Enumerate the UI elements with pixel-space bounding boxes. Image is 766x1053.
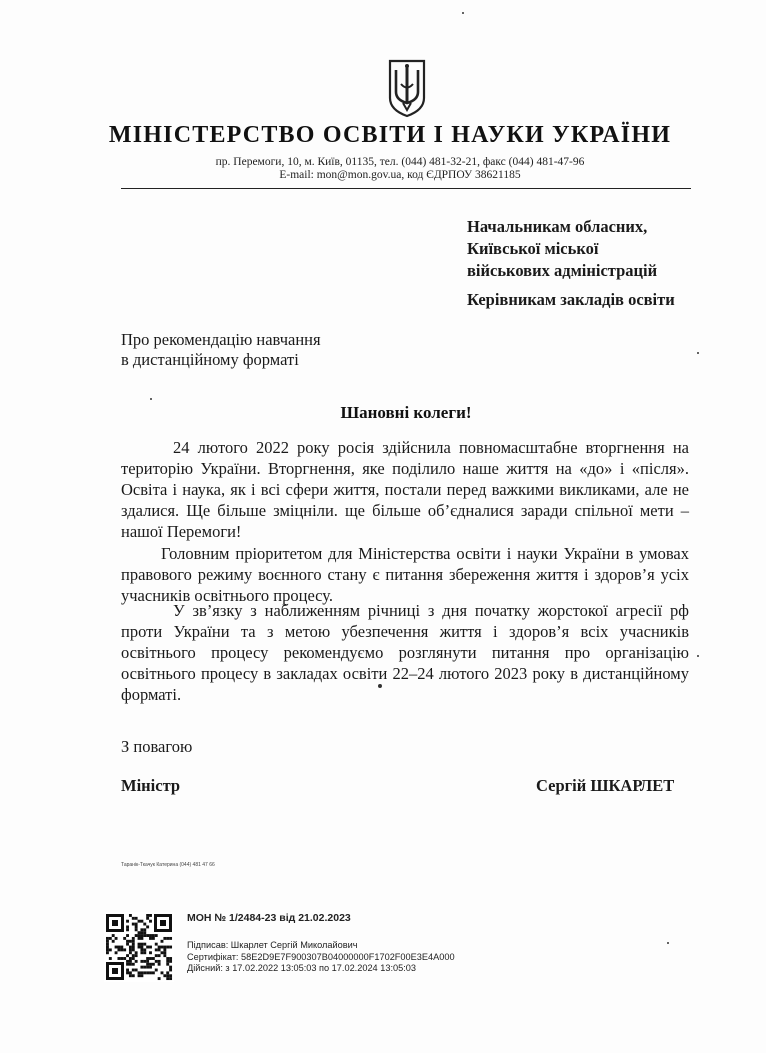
ministry-title: МІНІСТЕРСТВО ОСВІТИ І НАУКИ УКРАЇНИ — [108, 122, 672, 148]
closing-regards: З повагою — [121, 737, 193, 756]
ministry-address: пр. Перемоги, 10, м. Київ, 01135, тел. (044) 481-32-21, факс (044) 481-47-96 — [215, 156, 585, 168]
addressee-block — [467, 216, 657, 282]
signed-by: Підписав: Шкарлет Сергій Миколайович — [187, 940, 358, 950]
qr-code-icon — [104, 912, 174, 982]
scan-speck — [378, 684, 382, 688]
scan-speck — [697, 655, 699, 657]
addressee-second: Керівникам закладів освіти — [467, 290, 675, 309]
addressee-line: Київської міської — [467, 239, 599, 258]
registration-number: МОН № 1/2484-23 від 21.02.2023 — [187, 912, 351, 924]
header-divider — [121, 188, 691, 189]
ministry-email: E-mail: mon@mon.gov.ua, код ЄДРПОУ 38621185 — [279, 169, 521, 181]
scan-speck — [667, 942, 669, 944]
executor-note: Таранік-Ткачук Катерина (044) 481 47 66 — [121, 862, 215, 868]
signer-position: Міністр — [121, 776, 181, 795]
scan-speck — [150, 398, 152, 400]
scan-speck — [697, 352, 699, 354]
certificate-validity: Дійсний: з 17.02.2022 13:05:03 по 17.02.2024 13:05:03 — [187, 963, 416, 973]
trident-emblem-icon — [387, 58, 427, 118]
certificate: Сертифікат: 58E2D9E7F900307B04000000F1702F00E3E4A000 — [187, 951, 455, 962]
signer-name: Сергій ШКАРЛЕТ — [536, 776, 675, 795]
addressee-line: Начальникам обласних, — [467, 217, 648, 236]
greeting: Шановні колеги! — [340, 403, 472, 422]
subject-line: Про рекомендацію навчання — [121, 330, 321, 349]
subject-line: в дистанційному форматі — [121, 350, 299, 369]
letter-subject — [121, 330, 321, 370]
body-paragraph-1: 24 лютого 2022 року росія здійснила повномасштабне вторгнення на територію України. Вторгнення, яке поділило наше життя на «до» і «після». Освіта і наука, як і всі сфери життя, постали перед важкими викликами, але не здалися. Ще більше зміцніли. ще більше об’єдналися заради спільної мети – нашої Перемоги! — [121, 438, 689, 541]
body-paragraph-3: У зв’язку з наближенням річниці з дня початку жорстокої агресії рф проти України та з метою убезпечення життя і здоров’я всіх учасників освітнього процесу рекомендуємо розглянути питання про організацію освітнього процесу в закладах освіти 22–24 лютого 2023 року в дистанційному форматі. — [121, 601, 689, 704]
addressee-line: військових адміністрацій — [467, 261, 658, 280]
scan-speck — [462, 12, 464, 14]
body-paragraph-2: Головним пріоритетом для Міністерства освіти і науки України в умовах правового режиму воєнного стану є питання збереження життя і здоров’я усіх учасників освітнього процесу. — [121, 544, 689, 605]
digital-signature-block — [187, 912, 455, 975]
